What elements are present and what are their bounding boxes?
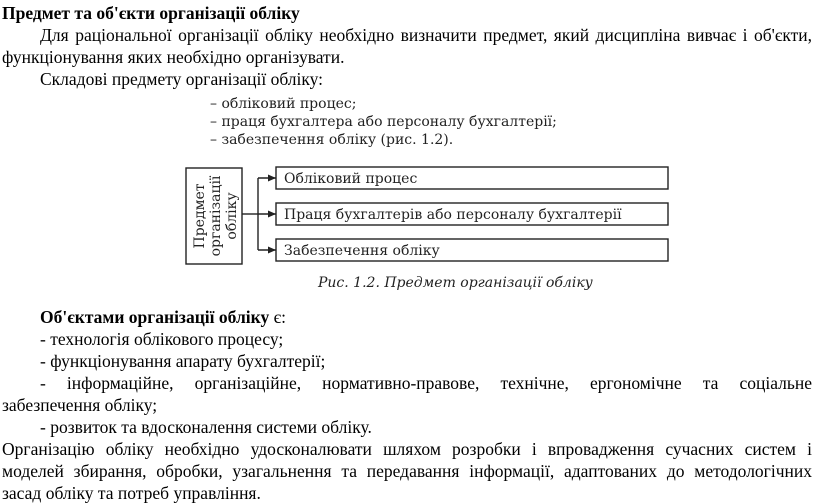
box-label-3: Забезпечення обліку <box>284 243 440 259</box>
root-label-line-1: Предмет <box>192 183 208 249</box>
conclusion-line-2: моделей збирання, обробки, узагальнення та передавання інформації, адаптованих до методологічних <box>2 461 812 481</box>
box-label-2: Праця бухгалтерів або персоналу бухгалтерії <box>284 207 622 223</box>
arrow-2 <box>268 211 276 218</box>
object-item-4: - розвиток та вдосконалення системи обліку. <box>40 417 372 437</box>
object-item-3-line-1: - інформаційне, організаційне, нормативно-правове, технічне, ергономічне та соціальне <box>40 373 812 393</box>
components-heading: Складові предмету організації обліку: <box>40 69 324 89</box>
arrow-3 <box>268 247 276 254</box>
box-labor <box>276 203 668 225</box>
arrow-1 <box>268 175 276 182</box>
object-item-1: - технологія облікового процесу; <box>40 329 284 349</box>
page-heading: Предмет та об'єкти організації обліку <box>2 3 300 23</box>
objects-heading-rest: є: <box>269 307 286 327</box>
scan-list-item-1: – обліковий процес; <box>210 96 357 112</box>
root-box <box>186 168 242 264</box>
object-item-3-line-2: забезпечення обліку; <box>2 395 158 415</box>
conclusion-line-1: Організацію обліку необхідно удосконалювати шляхом розробки і впровадження сучасних систем і <box>2 439 812 459</box>
conclusion-line-3: засад обліку та потреб управління. <box>2 483 261 503</box>
root-label-line-3: обліку <box>224 192 240 240</box>
scan-list-item-3: – забезпечення обліку (рис. 1.2). <box>210 132 454 148</box>
scan-list-item-2: – праця бухгалтера або персоналу бухгалтерії; <box>210 114 557 130</box>
intro-line-2: функціонування яких необхідно організувати. <box>2 47 345 67</box>
objects-heading-bold: Об'єктами організації обліку <box>40 307 270 327</box>
box-label-1: Обліковий процес <box>284 171 418 187</box>
object-item-2: - функціонування апарату бухгалтерії; <box>40 351 326 371</box>
box-accounting-process <box>276 167 668 189</box>
objects-heading <box>40 306 812 328</box>
figure-caption: Рис. 1.2. Предмет організації обліку <box>318 275 593 291</box>
intro-line-1: Для раціональної організації обліку необхідно визначити предмет, який дисципліна вивчає і об'єкти, <box>40 25 812 45</box>
box-support <box>276 239 668 261</box>
root-label-line-2: організації <box>208 175 224 257</box>
